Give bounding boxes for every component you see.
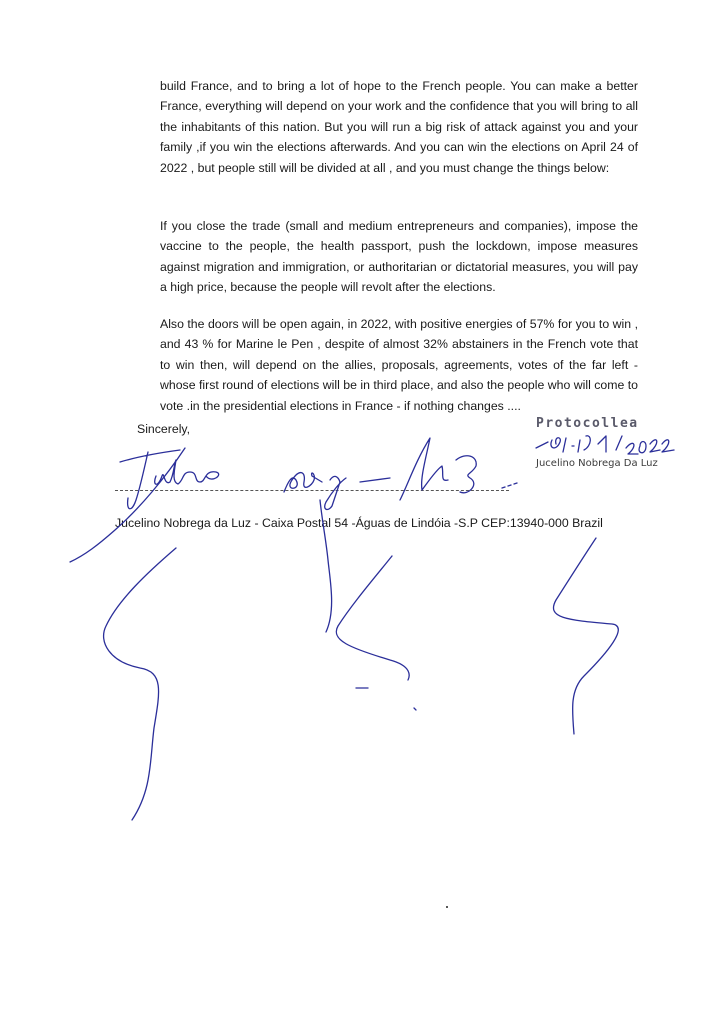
rubric-right — [553, 538, 618, 734]
sender-address: Jucelino Nobrega da Luz - Caixa Postal 54 -Águas de Lindóia -S.P CEP:13940-000 Brazil — [115, 516, 603, 530]
protocol-stamp — [536, 416, 686, 476]
signature-main — [120, 438, 517, 509]
rubric-left — [104, 548, 176, 820]
closing-salutation: Sincerely, — [137, 422, 191, 436]
paragraph-1: build France, and to bring a lot of hope to the French people. You can make a better France, everything will depend on your work and the confidence that you will bring to all the inhabitants of this nation. But you will run a big risk of attack against you and your family ,if you win the elections afterwards. And you can win the elections on April 24 of 2022 , but people still will be divided at all , and you must change the things below: — [160, 79, 638, 175]
stamp-title: Protocollea — [536, 416, 639, 431]
paragraph-3: Also the doors will be open again, in 2022, with positive energies of 57% for you to win , and 43 % for Marine le Pen , despite of almost 32% abstainers in the French vote that to win then, will depend on the allies, proposals, agreements, votes of the far left - whose first round of elections will be in third place, and also the people who will come to vote .in the presidential elections in France - if nothing changes .... — [160, 317, 638, 413]
signature-flourish — [70, 448, 185, 562]
stamp-name: Jucelino Nobrega Da Luz — [536, 458, 658, 469]
paragraph-2: If you close the trade (small and medium entrepreneurs and companies), impose the vaccine to the people, the health passport, push the lockdown, impose measures against migration and immigration, or authoritarian or dictatorial measures, you will pay a high price, because the people will revolt after the elections. — [160, 219, 638, 295]
ink-speck — [446, 906, 448, 908]
signature-line — [115, 490, 509, 491]
rubric-middle — [336, 556, 409, 680]
